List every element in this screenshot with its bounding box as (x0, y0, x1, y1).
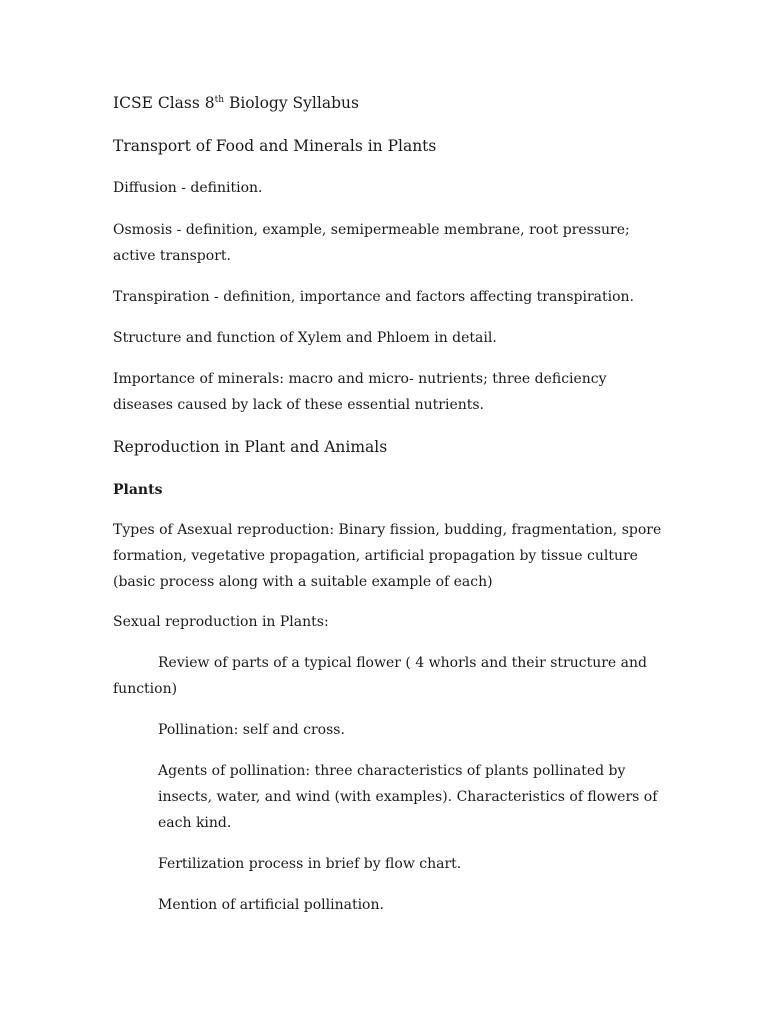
paragraph-asexual-line-2: formation, vegetative propagation, artificial propagation by tissue culture (113, 548, 638, 564)
paragraph-minerals-line-1: Importance of minerals: macro and micro- nutrients; three deficiency (113, 371, 607, 387)
paragraph-transpiration: Transpiration - definition, importance and factors affecting transpiration. (113, 289, 634, 305)
title-prefix: ICSE Class 8 (113, 94, 215, 112)
paragraph-sexual-reproduction: Sexual reproduction in Plants: (113, 614, 329, 630)
paragraph-osmosis-line-1: Osmosis - definition, example, semipermeable membrane, root pressure; (113, 222, 630, 238)
title-superscript: th (214, 95, 225, 105)
paragraph-artificial-pollination: Mention of artificial pollination. (158, 897, 384, 913)
paragraph-asexual-line-3: (basic process along with a suitable example of each) (113, 574, 493, 590)
paragraph-minerals-line-2: diseases caused by lack of these essential nutrients. (113, 397, 484, 413)
paragraph-diffusion: Diffusion - definition. (113, 180, 263, 196)
document-title (113, 90, 359, 116)
section-heading-reproduction: Reproduction in Plant and Animals (113, 438, 388, 456)
section-heading-transport: Transport of Food and Minerals in Plants (113, 137, 437, 155)
paragraph-osmosis-line-2: active transport. (113, 248, 231, 264)
paragraph-agents-line-2: insects, water, and wind (with examples). Characteristics of flowers of (158, 789, 658, 805)
paragraph-fertilization: Fertilization process in brief by flow chart. (158, 856, 462, 872)
subheading-plants: Plants (113, 482, 163, 498)
paragraph-agents-line-3: each kind. (158, 815, 232, 831)
paragraph-asexual-line-1: Types of Asexual reproduction: Binary fission, budding, fragmentation, spore (113, 522, 662, 538)
title-suffix: Biology Syllabus (224, 94, 359, 112)
paragraph-agents-line-1: Agents of pollination: three characteristics of plants pollinated by (158, 763, 626, 779)
paragraph-xylem-phloem: Structure and function of Xylem and Phloem in detail. (113, 330, 497, 346)
paragraph-review-flower-line-2: function) (113, 681, 178, 697)
paragraph-pollination: Pollination: self and cross. (158, 722, 345, 738)
paragraph-review-flower-line-1: Review of parts of a typical flower ( 4 whorls and their structure and (158, 655, 647, 671)
